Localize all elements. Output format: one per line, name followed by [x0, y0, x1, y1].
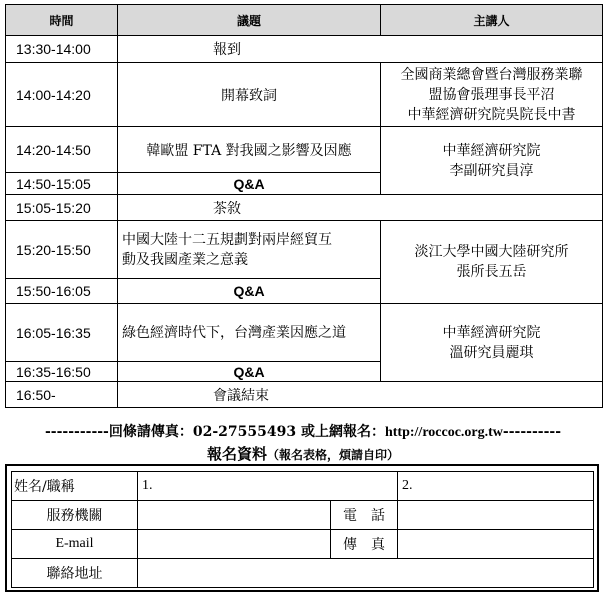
row-topic: 茶敘 — [118, 195, 603, 221]
row-topic: Q&A — [118, 362, 381, 382]
header-time: 時間 — [6, 5, 118, 36]
name-label: 姓名/職稱 — [12, 472, 138, 501]
row-time: 14:00-14:20 — [6, 63, 118, 127]
fax-text: 回條請傳真：02-27555493 或上網報名： — [108, 424, 385, 440]
form-row-email — [12, 530, 594, 559]
form-title-main: 報名資料 — [206, 445, 267, 463]
registration-form — [5, 464, 599, 592]
form-title-note: （報名表格，煩請自印） — [267, 448, 400, 462]
row-topic: 報到 — [118, 36, 603, 63]
row-speaker — [381, 127, 603, 195]
speaker-line: 淡江大學中國大陸研究所 — [414, 244, 569, 260]
form-row-org — [12, 501, 594, 530]
registration-url[interactable]: http://roccoc.org.tw — [384, 425, 503, 440]
topic-line: 中國大陸十二五規劃對兩岸經貿互 — [122, 231, 332, 248]
attendee-number-2: 2. — [402, 478, 413, 493]
fax-reply-line — [0, 421, 606, 441]
row-time: 16:35-16:50 — [6, 362, 118, 382]
speaker-line: 中華經濟研究院 — [442, 324, 541, 341]
header-speaker: 主講人 — [381, 5, 603, 36]
speaker-line: 盟協會張理事長平沼 — [428, 86, 555, 103]
row-speaker — [381, 304, 603, 382]
org-label: 服務機關 — [12, 501, 138, 530]
speaker-line: 全國商業總會暨台灣服務業聯 — [400, 66, 583, 83]
org-field[interactable] — [138, 501, 331, 530]
topic-line: 動及我國產業之意義 — [122, 251, 248, 268]
row-speaker — [381, 63, 603, 127]
phone-label: 電 話 — [331, 501, 398, 530]
row-time: 14:50-15:05 — [6, 173, 118, 195]
row-speaker — [381, 221, 603, 304]
row-topic: 綠色經濟時代下，台灣產業因應之道 — [118, 304, 381, 362]
fax-field[interactable] — [398, 530, 594, 559]
agenda-row — [6, 221, 603, 279]
row-topic: Q&A — [118, 173, 381, 195]
agenda-row — [6, 36, 603, 63]
name-field-1[interactable] — [138, 472, 398, 501]
row-topic: 開幕致詞 — [118, 63, 381, 127]
phone-field[interactable] — [398, 501, 594, 530]
speaker-line: 李副研究員淳 — [449, 162, 534, 179]
row-time: 14:20-14:50 — [6, 127, 118, 173]
fax-label: 傳 真 — [331, 530, 398, 559]
address-label: 聯絡地址 — [12, 559, 138, 588]
email-label: E-mail — [12, 530, 138, 559]
row-topic: 會議結束 — [118, 382, 603, 408]
address-field[interactable] — [138, 559, 594, 588]
form-row-address — [12, 559, 594, 588]
row-time: 15:05-15:20 — [6, 195, 118, 221]
attendee-number-1: 1. — [142, 478, 153, 493]
speaker-line: 中華經濟研究院 — [442, 142, 541, 159]
agenda-table — [5, 4, 603, 408]
speaker-line: 溫研究員麗琪 — [449, 344, 534, 361]
row-time: 13:30-14:00 — [6, 36, 118, 63]
dashes-left: ----------- — [44, 424, 109, 440]
speaker-line: 張所長五岳 — [456, 264, 527, 280]
name-field-2[interactable] — [398, 472, 594, 501]
agenda-row — [6, 382, 603, 408]
agenda-row — [6, 63, 603, 127]
form-row-name — [12, 472, 594, 501]
row-topic — [118, 221, 381, 279]
email-field[interactable] — [138, 530, 331, 559]
row-topic: 韓歐盟 FTA 對我國之影響及因應 — [118, 127, 381, 173]
agenda-row — [6, 127, 603, 173]
row-time: 16:05-16:35 — [6, 304, 118, 362]
form-title — [0, 443, 606, 464]
row-time: 15:50-16:05 — [6, 279, 118, 304]
row-time: 16:50- — [6, 382, 118, 408]
dashes-right: ---------- — [502, 424, 562, 440]
registration-table — [11, 471, 594, 588]
agenda-row — [6, 304, 603, 362]
row-topic: Q&A — [118, 279, 381, 304]
speaker-line: 中華經濟研究院吳院長中書 — [407, 106, 576, 123]
header-topic: 議題 — [118, 5, 381, 36]
agenda-row — [6, 195, 603, 221]
row-time: 15:20-15:50 — [6, 221, 118, 279]
agenda-header-row — [6, 5, 603, 36]
